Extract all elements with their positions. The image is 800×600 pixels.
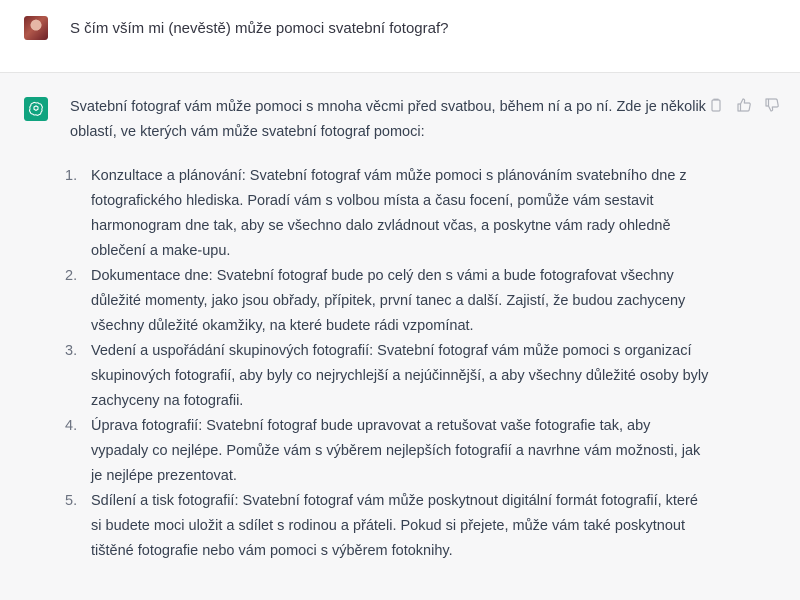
list-item-number: 1. [65, 168, 78, 184]
list-item [65, 339, 710, 414]
list-item-text: Dokumentace dne: Svatební fotograf bude po celý den s vámi a bude fotografovat všechny důležité momenty, jako jsou obřady, přípitek, první tanec a další. Zajistí, že budou zachyceny všechny důležité okamžiky, na které budete rádi vzpomínat. [91, 268, 686, 334]
message-actions [708, 97, 780, 113]
user-message-row [0, 0, 800, 73]
list-item-text: Vedení a uspořádání skupinových fotografií: Svatební fotograf vám může pomoci s organizací skupinových fotografií, aby byly co nejrychlejší a nejúčinnější, a aby všechny důležité osoby byly zachyceny na fotografii. [91, 343, 709, 409]
list-item [65, 264, 710, 339]
answer-list [65, 164, 710, 564]
copy-icon[interactable] [708, 97, 724, 113]
list-item-number: 4. [65, 418, 78, 434]
thumbs-down-icon[interactable] [764, 97, 780, 113]
answer-intro: Svatební fotograf vám může pomoci s mnoha věcmi před svatbou, během ní a po ní. Zde je několik oblastí, ve kterých vám může svatební fotograf pomoci: [70, 99, 706, 140]
list-item-number: 3. [65, 343, 78, 359]
openai-logo-icon [24, 97, 48, 121]
list-item [65, 414, 710, 489]
list-item [65, 164, 710, 264]
assistant-message-row [0, 73, 800, 600]
user-avatar [24, 16, 48, 40]
list-item-text: Úprava fotografií: Svatební fotograf bude upravovat a retušovat vaše fotografie tak, aby vypadaly co nejlépe. Pomůže vám s výběrem nejlepších fotografií a navrhne vám možnosti, jak je nejlépe prezentovat. [91, 418, 701, 484]
user-question: S čím vším mi (nevěstě) může pomoci svatební fotograf? [70, 20, 449, 37]
list-item-text: Konzultace a plánování: Svatební fotograf vám může pomoci s plánováním svatebního dne z fotografického hlediska. Poradí vám s volbou místa a času focení, pomůže vám sestavit harmonogram dne tak, aby se všechno dalo zvládnout včas, a poskytne vám rady ohledně oblečení a make-upu. [91, 168, 687, 259]
list-item [65, 489, 710, 564]
list-item-text: Sdílení a tisk fotografií: Svatební fotograf vám může poskytnout digitální formát fotografií, které si budete moci uložit a sdílet s rodinou a přáteli. Pokud si přejete, může vám také poskytnout tištěné fotografie nebo vám pomoci s výběrem fotoknihy. [91, 493, 698, 559]
thumbs-up-icon[interactable] [736, 97, 752, 113]
list-item-number: 2. [65, 268, 78, 284]
list-item-number: 5. [65, 493, 78, 509]
assistant-answer [65, 95, 710, 564]
